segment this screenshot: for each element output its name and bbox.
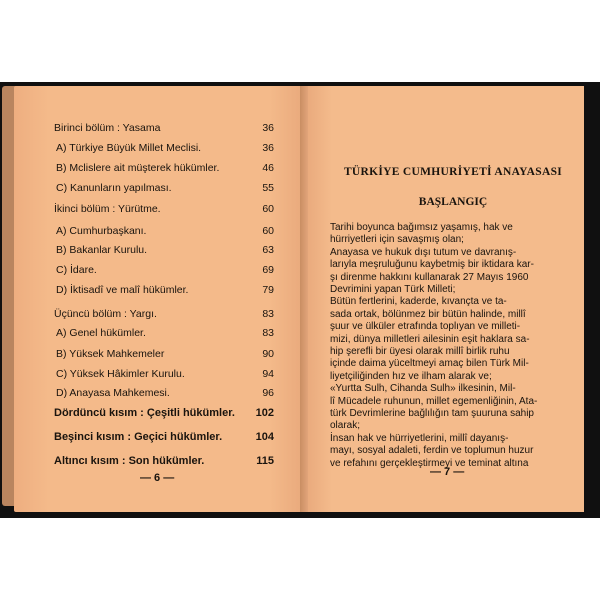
toc-entry [54,407,294,425]
toc-entry [54,327,294,345]
toc-entry-title: A) Türkiye Büyük Millet Meclisi. [56,142,202,154]
toc-entry-title: Altıncı kısım : Son hükümler. [54,455,205,467]
toc-entry-page: 36 [262,142,274,154]
toc-entry-title: A) Genel hükümler. [56,327,146,339]
preamble-line: sada ortak, bölünmez bir bütün halinde, millî [330,308,526,320]
preamble-line: İnsan hak ve hürriyetlerini, millî dayanış- [330,432,509,444]
toc-entry-title: B) Bakanlar Kurulu. [56,244,148,256]
toc-entry-title: C) Kanunların yapılması. [56,182,172,194]
preamble-line: Anayasa ve hukuk dışı tutum ve davranış- [330,246,517,258]
right-page-number: — 7 — [430,466,465,478]
toc-entry-page: 83 [262,327,274,339]
toc-entry-page: 83 [262,308,274,320]
preamble-line: lî Mücadele ruhunun, millet egemenliğinin, Ata- [330,395,538,407]
preamble-line: şuur ve ülküler etrafında toplıyan ve milleti- [330,321,521,333]
toc-entry [54,203,294,221]
toc-entry [54,142,294,160]
toc-entry [54,387,294,405]
toc-entry-title: B) Mclislere ait müşterek hükümler. [56,162,220,174]
toc-entry-page: 60 [262,225,274,237]
toc-entry-page: 60 [262,203,274,215]
toc-entry [54,308,294,326]
toc-entry [54,348,294,366]
section-heading: BAŞLANGIÇ [418,196,488,208]
preamble-line: «Yurtta Sulh, Cihanda Sulh» ilkesinin, Mil- [330,383,516,395]
toc-entry-title: İkinci bölüm : Yürütme. [54,203,161,215]
toc-entry-title: C) İdare. [56,264,97,276]
toc-entry-page: 36 [262,122,274,134]
toc-entry-page: 55 [262,182,274,194]
toc-entry [54,162,294,180]
toc-entry-page: 46 [262,162,274,174]
preamble-line: Bütün fertlerini, kaderde, kıvançta ve ta- [330,296,507,308]
preamble-line: ve refahını gerçekleştirmeyi ve teminat altına [330,457,529,469]
toc-entry-page: 94 [262,368,274,380]
preamble-line: Devrimini yapan Türk Milleti; [330,284,456,295]
toc-entry-page: 96 [262,387,274,399]
toc-entry-title: Dördüncü kısım : Çeşitli hükümler. [54,407,235,419]
toc-entry-title: D) İktisadî ve malî hükümler. [56,284,189,296]
preamble-line: içinde daima yüceltmeyi amaç bilen Türk Mil- [330,358,529,370]
toc-entry-title: Üçüncü bölüm : Yargı. [54,308,157,320]
preamble-line: olarak; [330,420,361,432]
toc-entry-title: B) Yüksek Mahkemeler [56,348,165,360]
preamble-line: larıyla meşruluğunu kaybetmiş bir iktidara kar- [330,259,534,271]
toc-entry-page: 102 [255,407,274,419]
preamble-line: mizi, dünya milletleri ailesinin eşit haklara sa- [330,333,530,345]
toc-entry [54,225,294,243]
preamble-line: mayı, sosyal adaleti, ferdin ve toplumun huzur [330,445,534,457]
preamble-line: şı direnme hakkını kullanarak 27 Mayıs 1960 [330,271,529,283]
toc-entry [54,244,294,262]
toc-entry-page: 79 [262,284,274,296]
preamble-line: hürriyetleri için savaşmış olan; [330,234,464,246]
toc-entry-title: A) Cumhurbaşkanı. [56,225,147,237]
preamble-line: liyetçiliğinden hız ve ilham alarak ve; [330,370,492,382]
preamble-line: hip şerefli bir üyesi olarak millî birlik ruhu [330,346,510,357]
toc-entry-page: 69 [262,264,274,276]
toc-entry [54,455,294,473]
toc-entry [54,431,294,449]
toc-entry [54,182,294,200]
preamble-line: türk Devrimlerine bağlılığın tam şuuruna sahip [330,408,534,419]
toc-entry-title: Birinci bölüm : Yasama [54,122,161,134]
preamble-line: Tarihi boyunca bağımsız yaşamış, hak ve [330,222,513,233]
toc-entry-page: 63 [262,244,274,256]
toc-entry-page: 90 [262,348,274,360]
toc-entry-title: Beşinci kısım : Geçici hükümler. [54,431,223,443]
toc-entry-title: C) Yüksek Hâkimler Kurulu. [56,368,185,380]
toc-entry [54,368,294,386]
toc-entry [54,284,294,302]
toc-entry [54,122,294,140]
book-gutter [300,86,308,512]
toc-entry [54,264,294,282]
left-page-number: — 6 — [140,472,175,484]
toc-entry-page: 104 [255,431,274,443]
toc-entry-title: D) Anayasa Mahkemesi. [56,387,170,399]
document-title: TÜRKİYE CUMHURİYETİ ANAYASASI [343,166,563,178]
toc-entry-page: 115 [256,455,274,467]
